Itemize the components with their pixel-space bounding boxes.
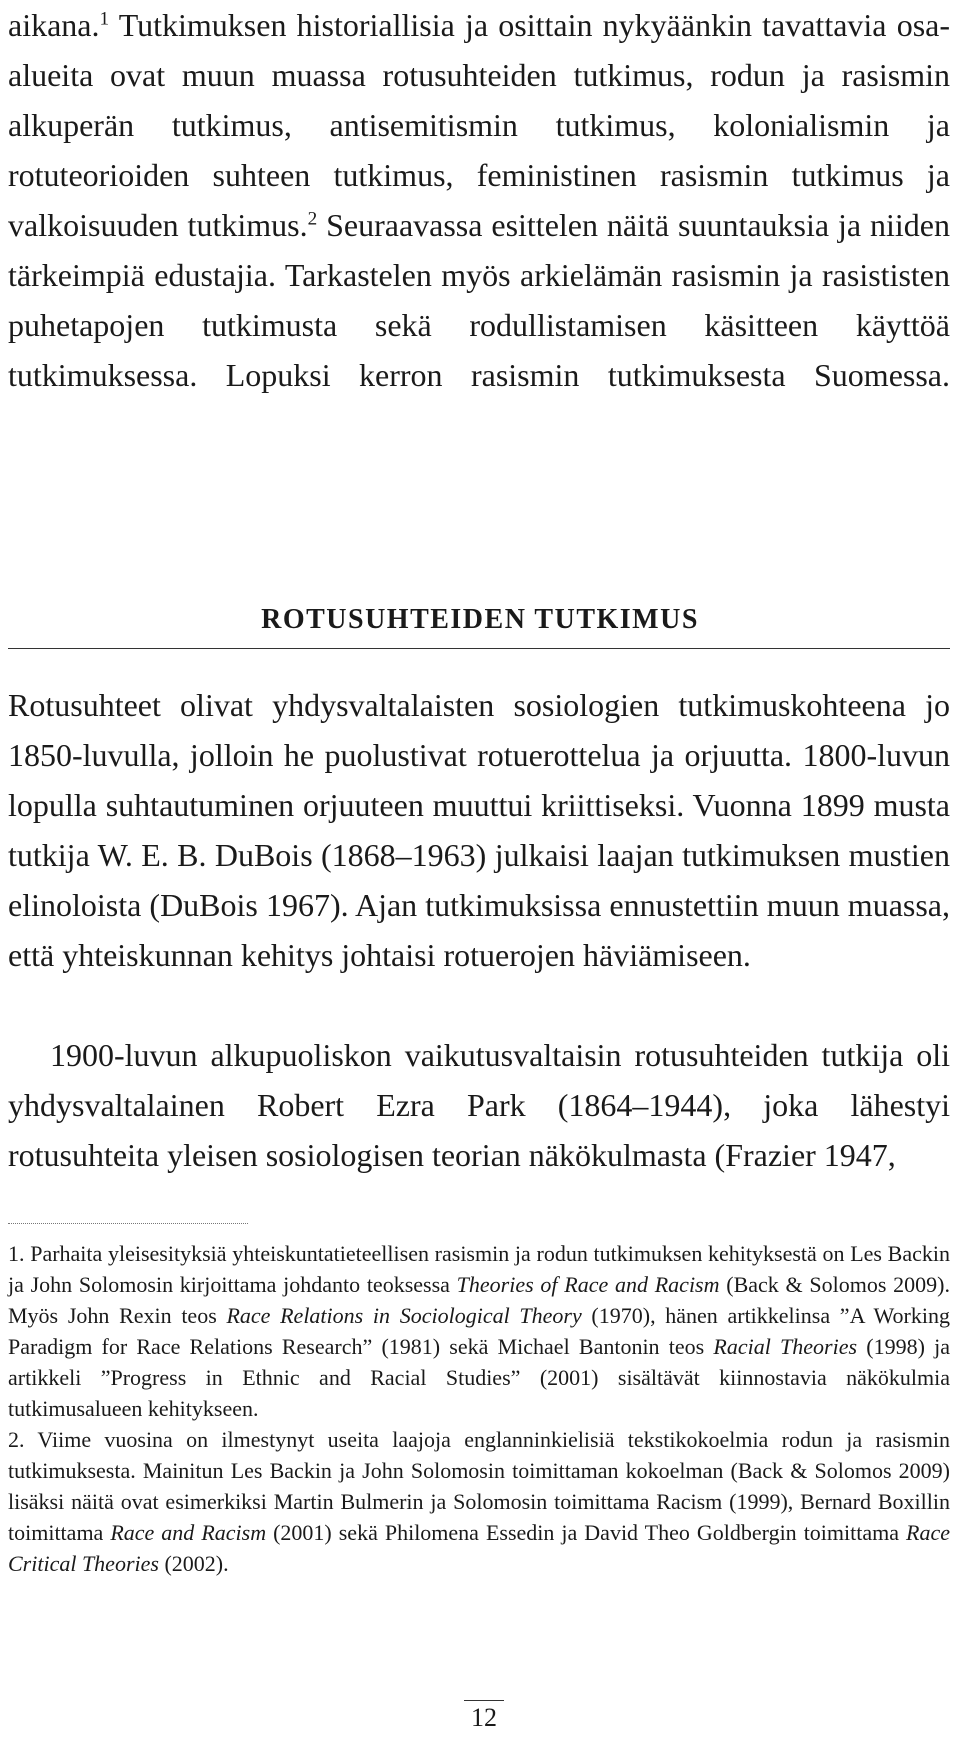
section-paragraph-1: Rotusuhteet olivat yhdysvaltalaisten sosiologien tutkimuskohteena jo 1850-luvulla, jolloin he puolustivat rotuerottelua ja orjuutta. 1800-luvun lopulla suhtautuminen orjuuteen muuttui kriittiseksi. Vuonna 1899 musta tutkija W. E. B. DuBois (1868–1963) julkaisi laajan tutkimuksen mustien elinoloista (DuBois 1967). Ajan tutkimuksissa ennustettiin muun muassa, että yhteiskunnan kehitys johtaisi rotuerojen häviämiseen. bbox=[8, 687, 950, 973]
intro-paragraph bbox=[8, 0, 950, 450]
footnote-1-text: (Back & Solomos 2009). Myös John Rexin teos bbox=[8, 1272, 950, 1328]
footnote-1-title-2: Race Relations in Sociological Theory bbox=[226, 1303, 582, 1328]
footnote-2-text: 2. Viime vuosina on ilmestynyt useita laajoja englanninkielisiä tekstikokoelmia rodun ja rasismin tutkimuksesta. Mainitun Les Backin ja John Solomosin toimittaman kokoelman (Back & Solomos 2009) lisäksi näitä ovat esimerkiksi Martin Bulmerin ja Solomosin toimittama Racism (1999), Bernard Boxillin toimittama bbox=[8, 1427, 950, 1545]
footnote-1-text: (1970), hänen artikkelinsa ”A Working Paradigm for Race Relations Research” (1981) sekä Michael Bantonin teos bbox=[8, 1303, 950, 1359]
footnote-2-title-2: Race Critical Theories bbox=[8, 1520, 950, 1576]
intro-text-b: Seuraavassa esittelen näitä suuntauksia ja niiden tärkeimpiä edustajia. Tarkastelen myös arkielämän rasismin ja rasististen puhetapojen tutkimusta sekä rodullistamisen käsitteen käyttöä tutkimuksessa. Lopuksi kerron rasismin tutkimuksesta Suomessa. bbox=[8, 207, 951, 393]
footnote-2 bbox=[8, 1424, 950, 1579]
footnote-1-title-3: Racial Theories bbox=[713, 1334, 858, 1359]
footnote-2-title-1: Race and Racism bbox=[110, 1520, 267, 1545]
footnote-ref-2: 2 bbox=[307, 208, 318, 230]
footnote-1 bbox=[8, 1238, 950, 1424]
intro-text-a: Tutkimuksen historiallisia ja osittain nykyäänkin tavattavia osa-alueita ovat muun muassa rotusuhteiden tutkimus, rodun ja rasismin alkuperän tutkimus, antisemitismin tutkimus, kolonialismin ja rotuteorioiden suhteen tutkimus, feministinen rasismin tutkimus ja valkoisuuden tutkimus. bbox=[8, 7, 950, 243]
footnotes bbox=[8, 1238, 950, 1579]
footnote-1-text: (1998) ja artikkeli ”Progress in Ethnic and Racial Studies” (2001) sisältävät kiinnostavia näkökulmia tutkimusalueen kehitykseen. bbox=[8, 1334, 950, 1421]
footnote-1-text: 1. Parhaita yleisesityksiä yhteiskuntatieteellisen rasismin ja rodun tutkimuksen kehityksestä on Les Backin ja John Solomosin kirjoittama johdanto teoksessa bbox=[8, 1241, 950, 1297]
footnote-2-text: (2002). bbox=[158, 1551, 229, 1576]
intro-start: aikana. bbox=[8, 7, 100, 43]
footnote-1-title-1: Theories of Race and Racism bbox=[456, 1272, 720, 1297]
footnote-ref-1: 1 bbox=[99, 8, 110, 30]
footnote-separator bbox=[8, 1223, 248, 1224]
heading-rule bbox=[8, 648, 950, 649]
page-number: 12 bbox=[464, 1700, 504, 1733]
section-paragraph-2: 1900-luvun alkupuoliskon vaikutusvaltaisin rotusuhteiden tutkija oli yhdysvaltalainen Robert Ezra Park (1864–1944), joka lähestyi rotusuhteita yleisen sosiologisen teorian näkökulmasta (Frazier 1947, bbox=[8, 1037, 950, 1173]
section-heading: ROTUSUHTEIDEN TUTKIMUS bbox=[261, 604, 699, 635]
footnote-2-text: (2001) sekä Philomena Essedin ja David Theo Goldbergin toimittama bbox=[266, 1520, 907, 1545]
